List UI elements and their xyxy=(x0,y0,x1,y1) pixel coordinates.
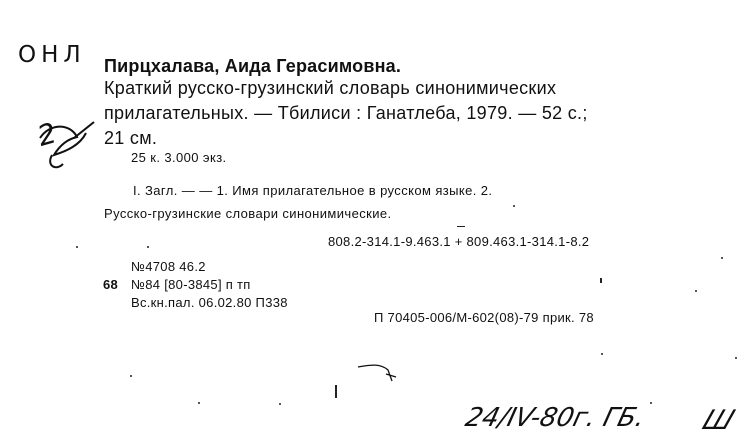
price-and-copies: 25 к. 3.000 экз. xyxy=(131,150,227,165)
scan-dot xyxy=(198,402,200,404)
classification-codes: 808.2-314.1-9.463.1 + 809.463.1-314.1-8.2 xyxy=(328,234,590,249)
handwritten-date-note: 24/IV-80г. ГБ. xyxy=(462,403,649,433)
handwritten-left-mark: 2 xyxy=(33,116,61,153)
title-line-1: Краткий русско-грузинский словарь синонимических xyxy=(104,78,557,98)
catalog-number-prefix: 68 xyxy=(103,277,119,292)
catalog-number-line-1: №4708 46.2 xyxy=(131,259,206,274)
scan-dot xyxy=(147,246,149,248)
scan-dot xyxy=(76,246,78,248)
scan-dot xyxy=(650,402,652,404)
scan-dot xyxy=(279,403,281,405)
handwritten-stroke-icon xyxy=(352,356,412,391)
title-line-2: прилагательных. — Тбилиси : Ганатлеба, 1979. — 52 с.; xyxy=(104,103,588,123)
scan-dot xyxy=(130,375,132,377)
scan-dot xyxy=(695,290,697,292)
catalog-number-line-2: №84 [80-3845] п тп xyxy=(131,277,251,292)
scan-mark xyxy=(600,278,602,283)
handwritten-scribble-icon xyxy=(22,115,102,185)
catalog-number-line-3: Вс.кн.пал. 06.02.80 П338 xyxy=(131,295,288,310)
author-name: Пирцхалава, Аида Герасимовна. xyxy=(104,56,402,76)
scan-mark xyxy=(457,226,465,227)
title-line-3: 21 см. xyxy=(104,128,158,148)
scan-dot xyxy=(721,257,723,259)
scan-mark xyxy=(335,385,337,398)
handwritten-signature: Ш xyxy=(698,405,739,436)
scan-dot xyxy=(513,205,515,207)
scan-dot xyxy=(735,357,737,359)
subject-line-1: I. Загл. — — 1. Имя прилагательное в русском языке. 2. xyxy=(133,183,493,198)
handwritten-shelf-mark: ОНЛ xyxy=(18,42,86,68)
subject-line-2: Русско-грузинские словари синонимические. xyxy=(104,206,392,221)
edition-code: П 70405-006/М-602(08)-79 прик. 78 xyxy=(374,310,594,325)
scan-dot xyxy=(601,353,603,355)
